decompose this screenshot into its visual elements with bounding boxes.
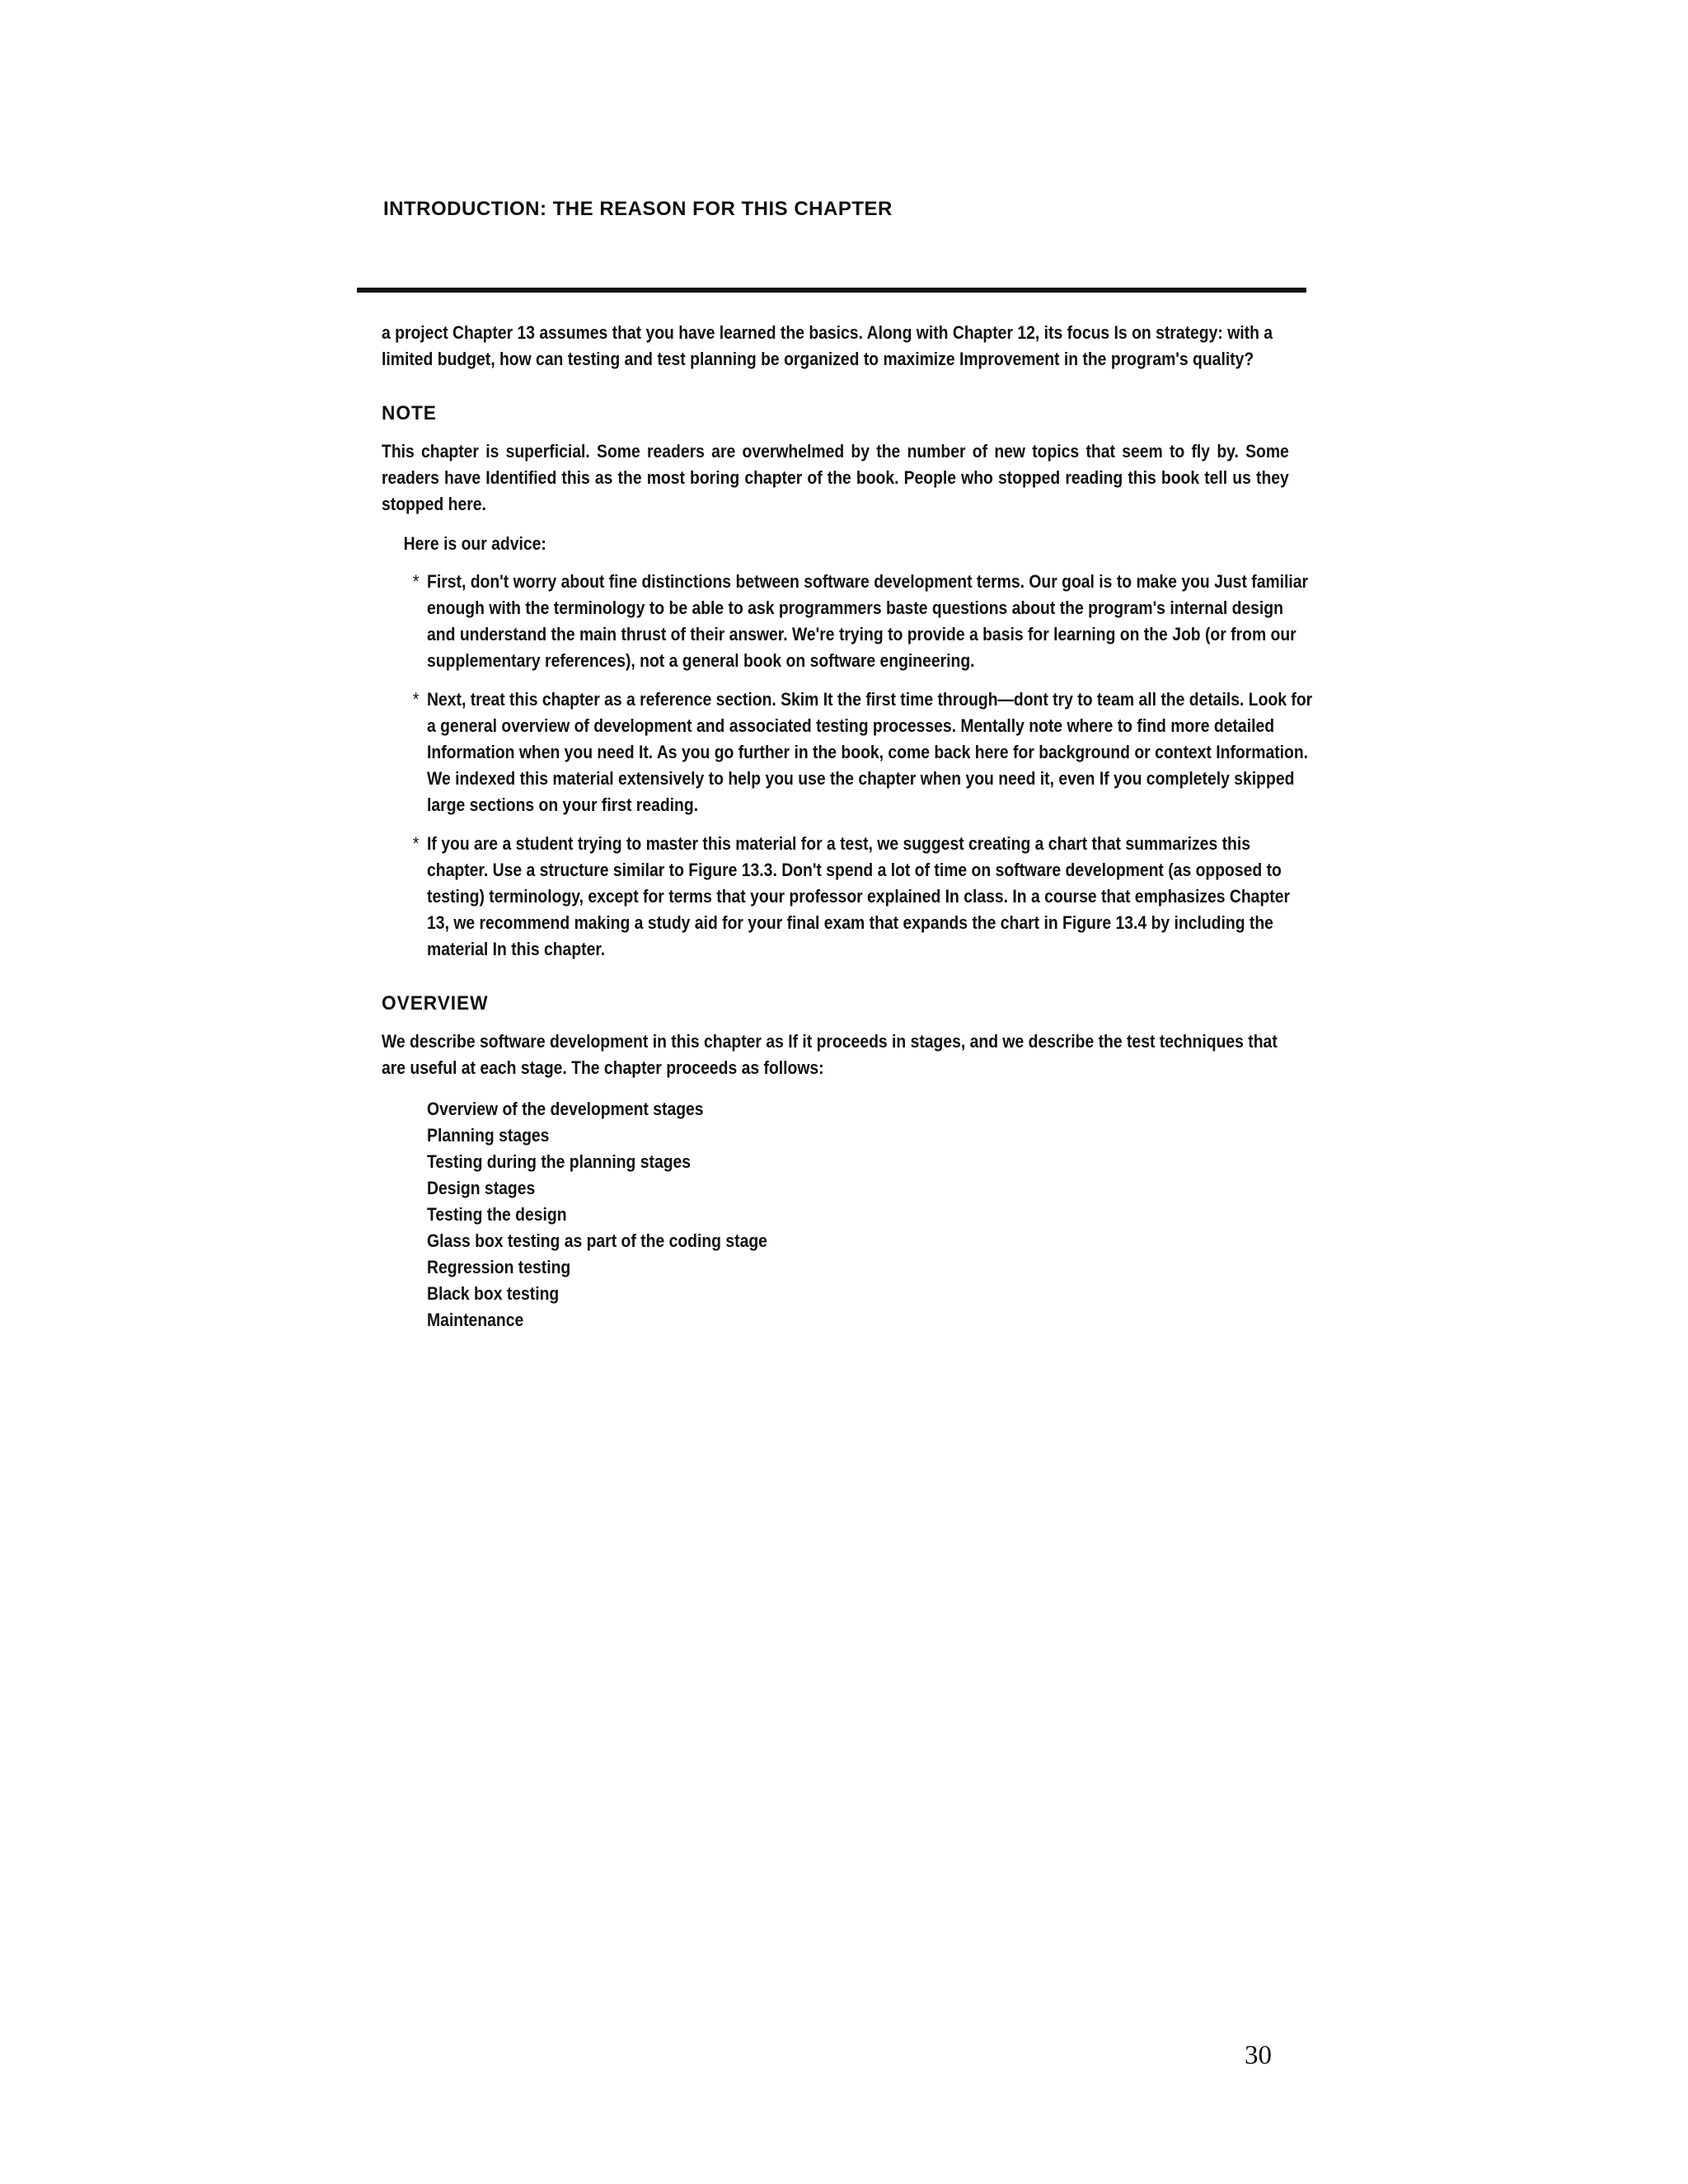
intro-paragraph: a project Chapter 13 assumes that you have learned the basics. Along with Chapter 12, its focus Is on strategy: with a limited budget, how can testing and test planning be organized to maximize Improvement in the program's quality? [382, 322, 1273, 369]
bullet-mark: * [412, 571, 420, 592]
stage-item: Testing during the planning stages [427, 1151, 692, 1172]
advice-list [382, 569, 1313, 963]
advice-item [382, 831, 1313, 963]
advice-item [382, 569, 1313, 674]
overview-heading: OVERVIEW [382, 992, 489, 1015]
advice-item-text: Next, treat this chapter as a reference section. Skim It the first time through—dont try to team all the details. Look for a general overview of development and associated testing processes. Mentally note where to find more detailed Information when you need It. As you go further in the book, come back here for background or context Information. We indexed this material extensively to help you use the chapter when you need it, even If you completely skipped large sections on your first reading. [427, 689, 1313, 815]
advice-item-text: First, don't worry about fine distinctions between software development terms. Our goal is to make you Just familiar enough with the terminology to be able to ask programmers baste questions about the program's internal design and understand the main thrust of their answer. We're trying to provide a basis for learning on the Job (or from our supplementary references), not a general book on software engineering. [427, 571, 1309, 671]
advice-item-text: If you are a student trying to master this material for a test, we suggest creating a chart that summarizes this chapter. Use a structure similar to Figure 13.3. Don't spend a lot of time on software development (as opposed to testing) terminology, except for terms that your professor explained In class. In a course that emphasizes Chapter 13, we recommend making a study aid for your final exam that expands the chart in Figure 13.4 by including the material In this chapter. [427, 833, 1291, 959]
note-heading: NOTE [382, 402, 437, 424]
note-paragraph: This chapter is superficial. Some readers are overwhelmed by the number of new topics that seem to fly by. Some readers have Identified this as the most boring chapter of the book. People who stopped reading this book tell us they stopped here. [382, 441, 1289, 514]
stage-item: Glass box testing as part of the coding stage [427, 1230, 767, 1251]
overview-paragraph: We describe software development in this chapter as If it proceeds in stages, and we describe the test techniques that are useful at each stage. The chapter proceeds as follows: [382, 1031, 1278, 1078]
stages-list [382, 1096, 1161, 1333]
stage-item: Maintenance [427, 1310, 524, 1330]
stage-item: Black box testing [427, 1283, 560, 1304]
stage-item: Planning stages [427, 1125, 550, 1146]
stage-item: Overview of the development stages [427, 1099, 704, 1119]
advice-item [382, 687, 1313, 818]
bullet-mark: * [412, 833, 420, 854]
stage-item: Design stages [427, 1178, 536, 1198]
page-number: 30 [1245, 2041, 1272, 2070]
advice-intro: Here is our advice: [403, 533, 546, 554]
header-rule [357, 288, 1306, 293]
stage-item: Testing the design [427, 1204, 567, 1225]
page-content [382, 320, 1313, 1333]
stage-item: Regression testing [427, 1257, 571, 1277]
bullet-mark: * [412, 689, 420, 710]
running-head: INTRODUCTION: THE REASON FOR THIS CHAPTER [383, 198, 893, 220]
